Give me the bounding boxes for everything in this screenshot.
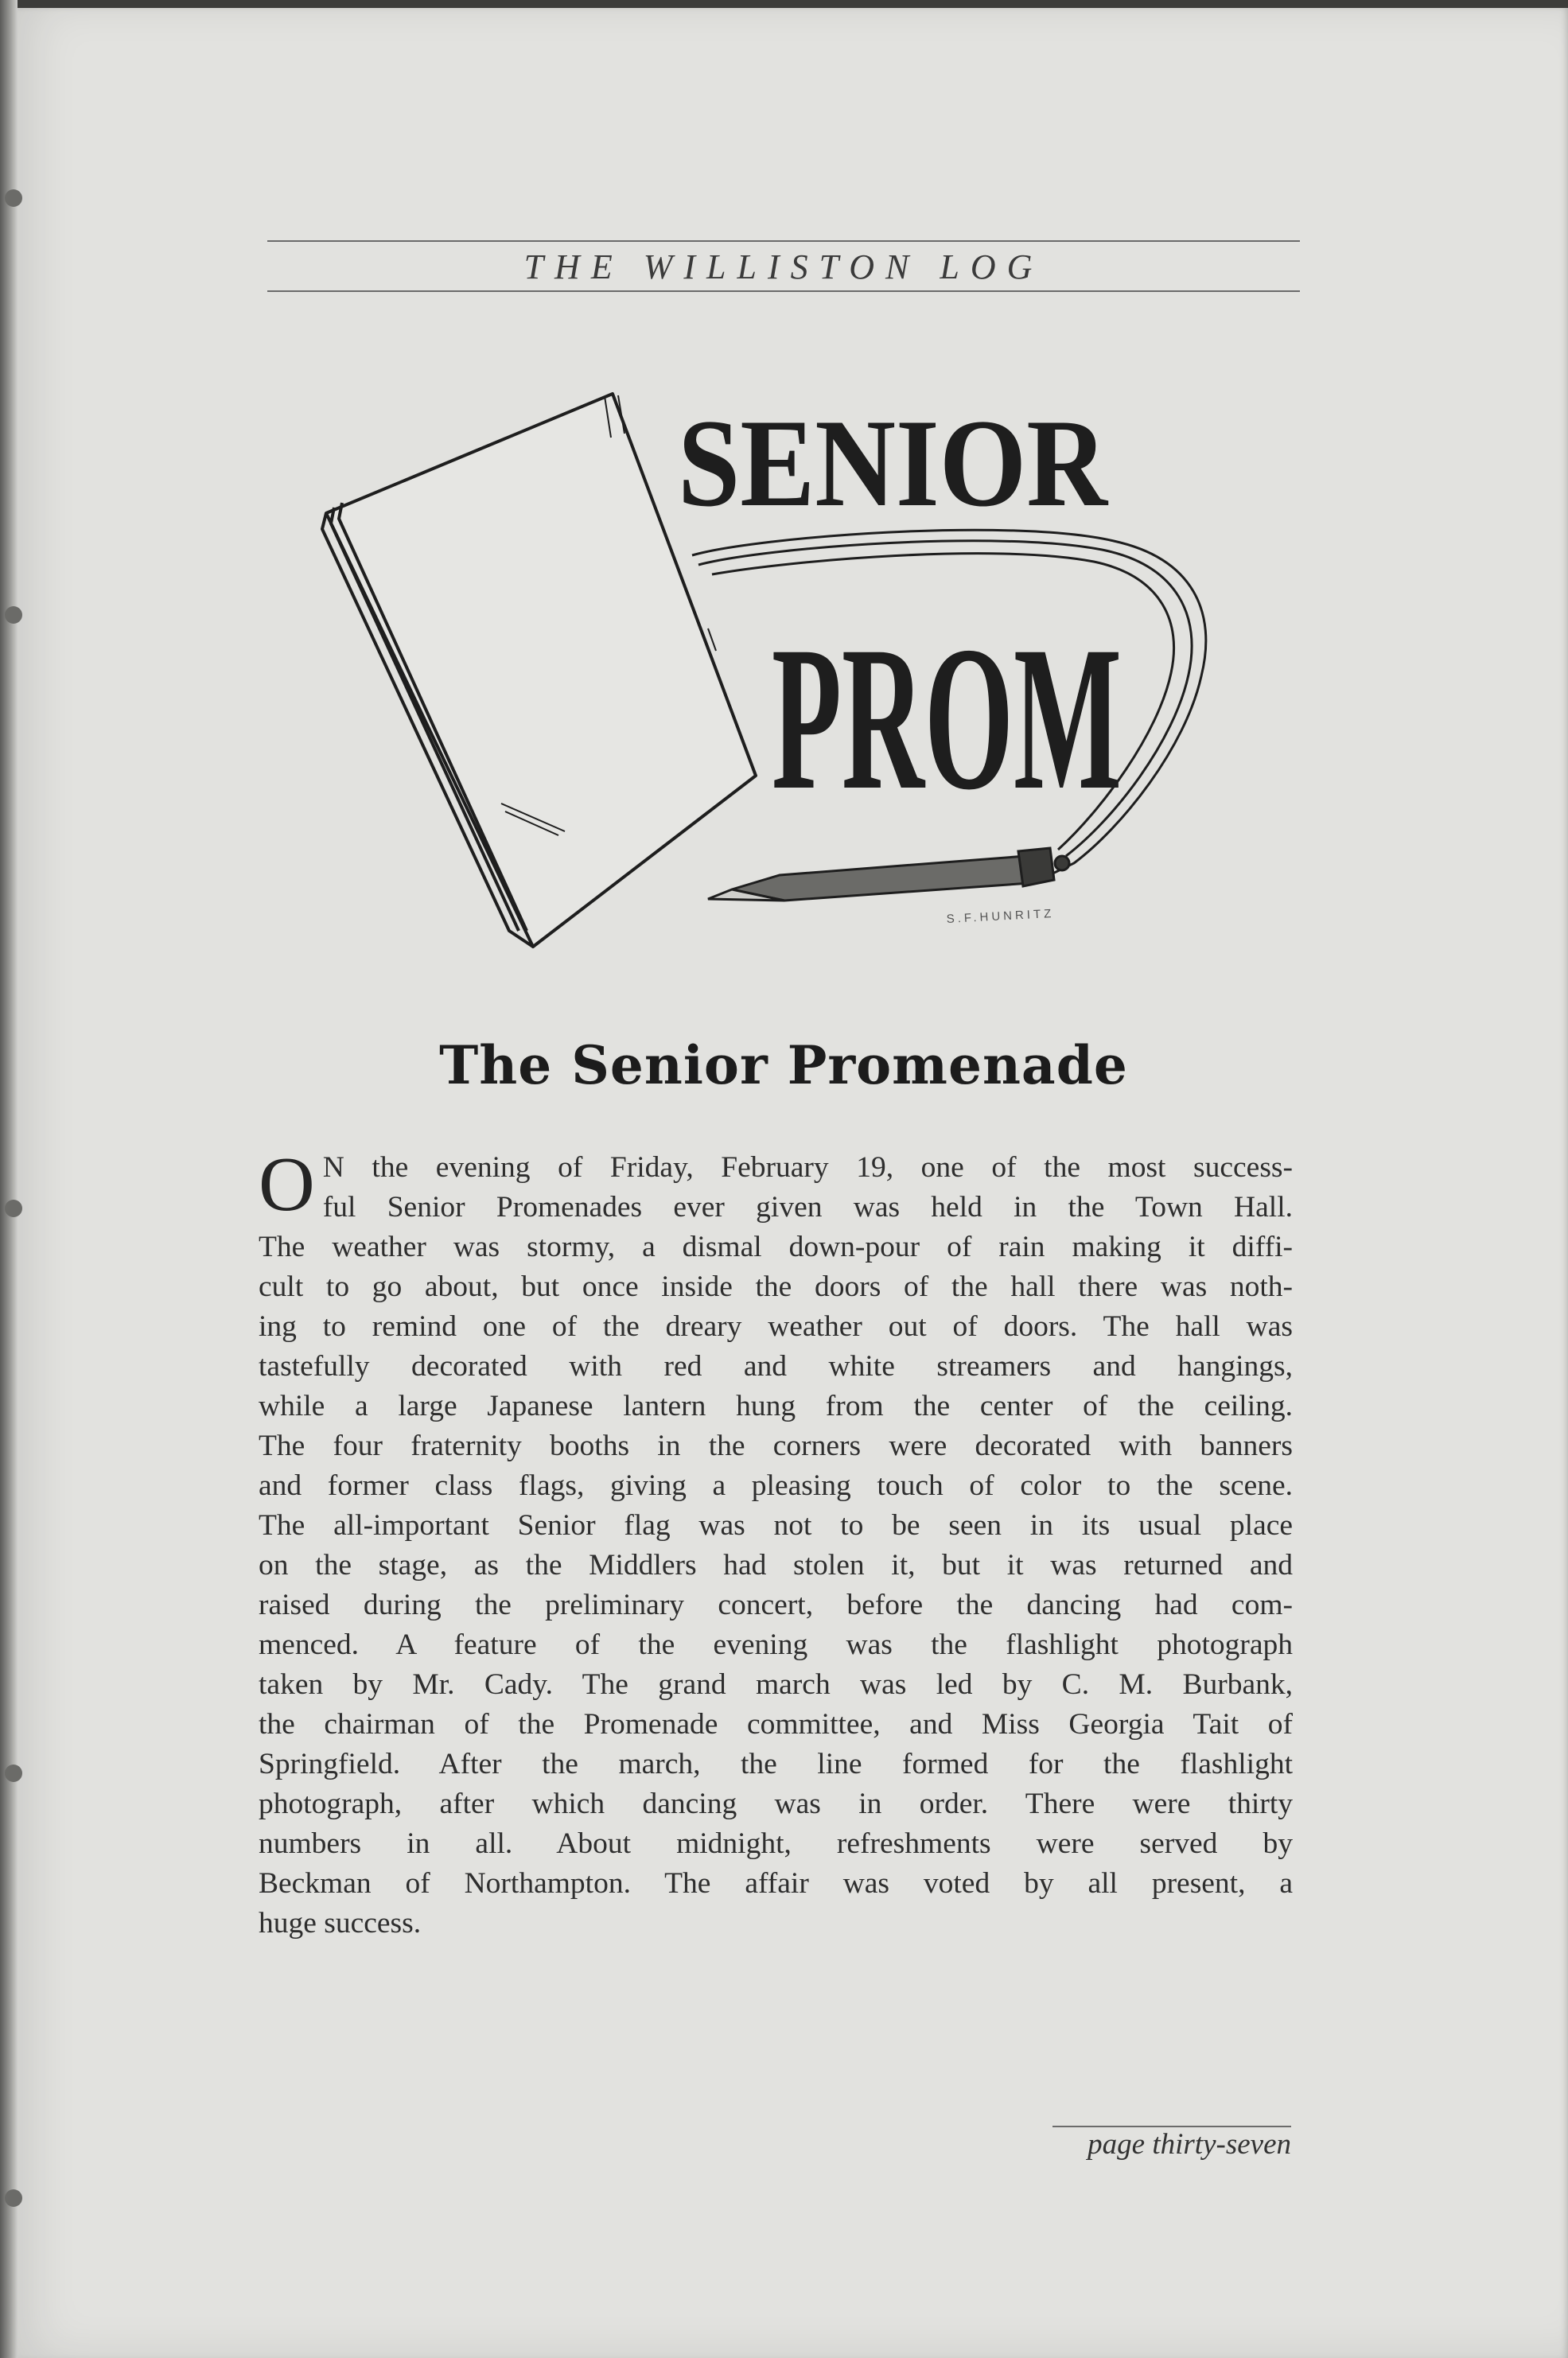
- pencil-icon: [708, 848, 1069, 901]
- drop-cap: O: [259, 1142, 315, 1228]
- binding-rivet: [5, 1765, 22, 1782]
- running-head: THE WILLISTON LOG: [523, 247, 1044, 286]
- body-line: Beckman of Northampton. The affair was voted by all present, a: [259, 1867, 1293, 1900]
- header-rule: [267, 240, 1300, 242]
- body-line: menced. A feature of the evening was the flashlight photograph: [259, 1628, 1293, 1661]
- body-line: The all-important Senior flag was not to be seen in its usual place: [259, 1509, 1293, 1542]
- page-number: page thirty-seven: [1087, 2128, 1291, 2161]
- body-line: the chairman of the Promenade committee, and Miss Georgia Tait of: [259, 1708, 1293, 1741]
- header-rule: [267, 290, 1300, 292]
- body-line: ful Senior Promenades ever given was held in the Town Hall.: [322, 1191, 1293, 1224]
- article-body: [259, 1142, 1293, 1944]
- art-title-prom: PROM: [772, 604, 1122, 833]
- binding-rivet: [5, 606, 22, 624]
- body-line: cult to go about, but once inside the doors of the hall there was noth-: [259, 1270, 1293, 1303]
- body-line: raised during the preliminary concert, before the dancing had com-: [259, 1589, 1293, 1621]
- body-line: N the evening of Friday, February 19, one of the most success-: [322, 1151, 1293, 1184]
- body-line: huge success.: [259, 1907, 422, 1940]
- binding-rivet: [5, 2189, 22, 2207]
- body-line: The four fraternity booths in the corners were decorated with banners: [259, 1430, 1293, 1462]
- article-title: The Senior Promenade: [439, 1034, 1128, 1096]
- body-line: tastefully decorated with red and white streamers and hangings,: [259, 1350, 1293, 1383]
- body-line: ing to remind one of the dreary weather out of doors. The hall was: [259, 1310, 1293, 1343]
- body-line: Springfield. After the march, the line formed for the flashlight: [259, 1748, 1293, 1780]
- artist-signature: S.F.HUNRITZ: [946, 906, 1055, 926]
- body-line: while a large Japanese lantern hung from the center of the ceiling.: [259, 1390, 1293, 1422]
- body-line: numbers in all. About midnight, refreshments were served by: [259, 1827, 1293, 1860]
- body-line: taken by Mr. Cady. The grand march was led by C. M. Burbank,: [259, 1668, 1293, 1701]
- body-line: and former class flags, giving a pleasing touch of color to the scene.: [259, 1469, 1293, 1502]
- page-top-edge: [0, 0, 1568, 8]
- binding-edge: [0, 0, 18, 2358]
- binding-rivet: [5, 1200, 22, 1217]
- art-title-senior: SENIOR: [678, 394, 1109, 533]
- body-line: on the stage, as the Middlers had stolen it, but it was returned and: [259, 1549, 1293, 1582]
- binding-rivet: [5, 189, 22, 207]
- senior-prom-artwork: [310, 374, 1249, 979]
- body-line: The weather was stormy, a dismal down-pour of rain making it diffi-: [259, 1231, 1293, 1263]
- body-line: photograph, after which dancing was in order. There were thirty: [259, 1788, 1293, 1820]
